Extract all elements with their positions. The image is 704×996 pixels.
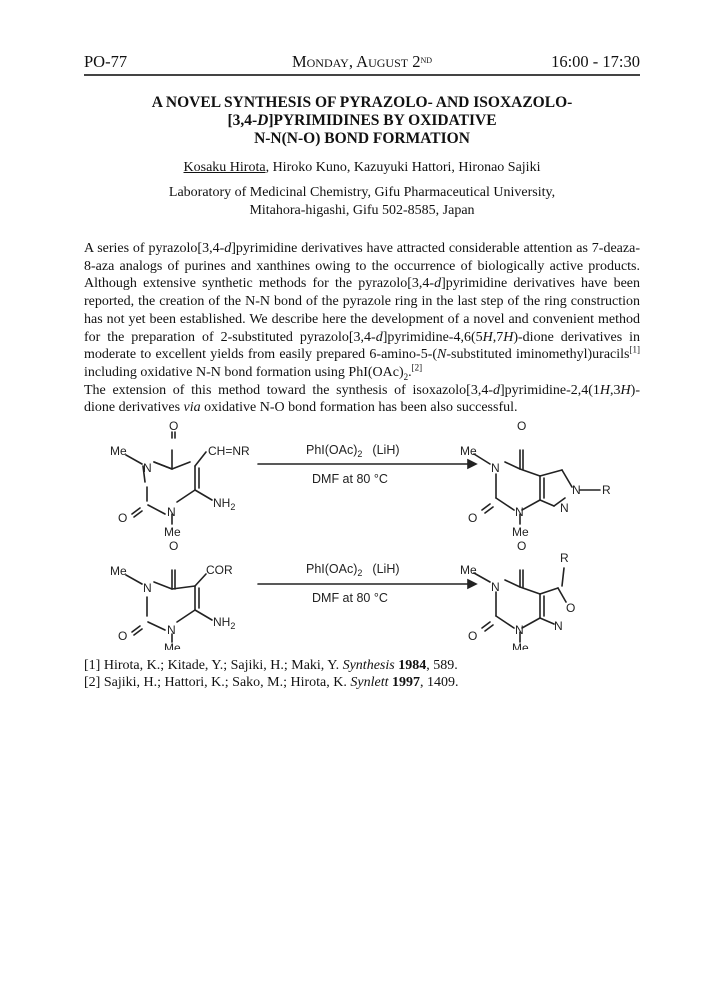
affiliation-line-1: Laboratory of Medicinal Chemistry, Gifu Pharmaceutical University, (168, 185, 556, 200)
r2-product-n7: N (515, 623, 524, 637)
abstract-paragraph-2: The extension of this method toward the synthesis of isoxazolo[3,4-d]pyrimidine-2,4(1H,3H)-dione derivatives via oxidative N-O bond formation has been also successful. (84, 382, 640, 416)
r2-reactant-me-n3: Me (110, 564, 127, 578)
r1-product-carbonyl-o: O (517, 419, 527, 433)
r2-reactant-carbonyl-o: O (169, 539, 179, 553)
reaction-1-arrowhead (468, 460, 476, 468)
session-day-suffix: ND (420, 56, 433, 65)
r2-reactant-amine: $NH_2$ (213, 615, 236, 631)
r2-reactant-carbonyl-o2: O (118, 629, 128, 643)
r2-reactant-substituent: COR (206, 563, 233, 577)
affiliation (84, 184, 640, 220)
r1-reactant-me-n3: Me (110, 444, 127, 458)
r1-reagent: $PhI(OAc)_2$ (LiH) (306, 443, 400, 459)
poster-code: PO-77 (84, 52, 128, 71)
r2-product-carbonyl-o: O (517, 539, 527, 553)
r1-reactant-substituent: CH=NR (208, 444, 250, 458)
header-rule (84, 74, 640, 76)
citation-1: [1] (629, 344, 640, 355)
reaction-2-arrowhead (468, 580, 476, 588)
title-line-2-italic: D (257, 112, 269, 129)
r1-product-n1: N (560, 501, 569, 515)
title-line-2 (84, 112, 640, 130)
title-line-3: N-N(N-O) BOND FORMATION (254, 130, 470, 147)
r1-product-me-n7: Me (512, 525, 529, 539)
r1-product-carbonyl-o2: O (468, 511, 478, 525)
r2-product-carbonyl-o2: O (468, 629, 478, 643)
co-authors: , Hiroko Kuno, Kazuyuki Hattori, Hironao Sajiki (265, 160, 541, 175)
reference-item: [2] Sajiki, H.; Hattori, K.; Sako, M.; Hirota, K. Synlett 1997, 1409. (84, 675, 459, 690)
reaction-scheme-svg (110, 410, 630, 650)
r2-product-me-n5: Me (460, 563, 477, 577)
abstract-body (84, 240, 640, 417)
title-line-2-pre: [3,4- (227, 112, 258, 129)
r1-product-n7: N (515, 505, 524, 519)
r1-reactant-carbonyl-o2: O (118, 511, 128, 525)
r1-product-me-n5: Me (460, 444, 477, 458)
r1-reactant-me-n1: Me (164, 525, 181, 539)
page-header (84, 52, 640, 72)
r2-product-n: N (554, 619, 563, 633)
r1-product-n2: N (572, 483, 581, 497)
r1-product-substituent: R (602, 483, 611, 497)
r2-reagent: $PhI(OAc)_2$ (LiH) (306, 562, 400, 578)
session-day-text: Monday, August 2 (291, 52, 421, 71)
r2-product-o: O (566, 601, 576, 615)
author-list (84, 159, 640, 177)
r2-product-substituent: R (560, 551, 569, 565)
r1-reactant-n1: N (167, 505, 176, 519)
r1-product-n5: N (491, 461, 500, 475)
r2-product-n5: N (491, 580, 500, 594)
session-time: 16:00 - 17:30 (551, 52, 640, 71)
references (84, 657, 640, 691)
r2-conditions: DMF at 80 °C (312, 591, 388, 605)
abstract-paragraph-1: A series of pyrazolo[3,4-d]pyrimidine derivatives have attracted considerable attention as 7-deaza-8-aza analogs of purines and xanthines owing to the occurrence of biologically active products. Although extensive synthetic methods for the pyrazolo[3,4-d]pyrimidine derivatives have been reported, the creation of the N-N bond of the pyrazole ring in the last step of the ring construction has not yet been established. We describe here the development of a novel and convenient method for the preparation of 2-substituted pyrazolo[3,4-d]pyrimidine-4,6(5H,7H)-dione derivatives in moderate to excellent yields from easily prepared 6-amino-5-(N-substituted iminomethyl)uracils[1] including oxidative N-N bond formation using $PhI(OAc)_2.[2]$ (84, 241, 640, 382)
r2-product-me-n7: Me (512, 641, 529, 650)
reference-item: [1] Hirota, K.; Kitade, Y.; Sajiki, H.; Maki, Y. Synthesis 1984, 589. (84, 658, 458, 673)
presenting-author: Kosaku Hirota (183, 160, 266, 175)
r1-conditions: DMF at 80 °C (312, 472, 388, 486)
title-line-2-post: ]PYRIMIDINES BY OXIDATIVE (268, 112, 497, 129)
reaction-scheme (110, 410, 630, 650)
affiliation-line-2: Mitahora-higashi, Gifu 502-8585, Japan (249, 203, 475, 218)
r2-reactant-n3: N (143, 581, 152, 595)
r1-reactant-n3: N (143, 461, 152, 475)
paper-title (84, 94, 640, 148)
r2-reactant-n1: N (167, 623, 176, 637)
r1-reactant-amine: $NH_2$ (213, 496, 236, 512)
title-line-1: A NOVEL SYNTHESIS OF PYRAZOLO- AND ISOXAZOLO- (151, 94, 573, 111)
citation-2: [2] (411, 362, 423, 373)
r1-reactant-carbonyl-o: O (169, 419, 179, 433)
r2-reactant-me-n1: Me (164, 641, 181, 650)
